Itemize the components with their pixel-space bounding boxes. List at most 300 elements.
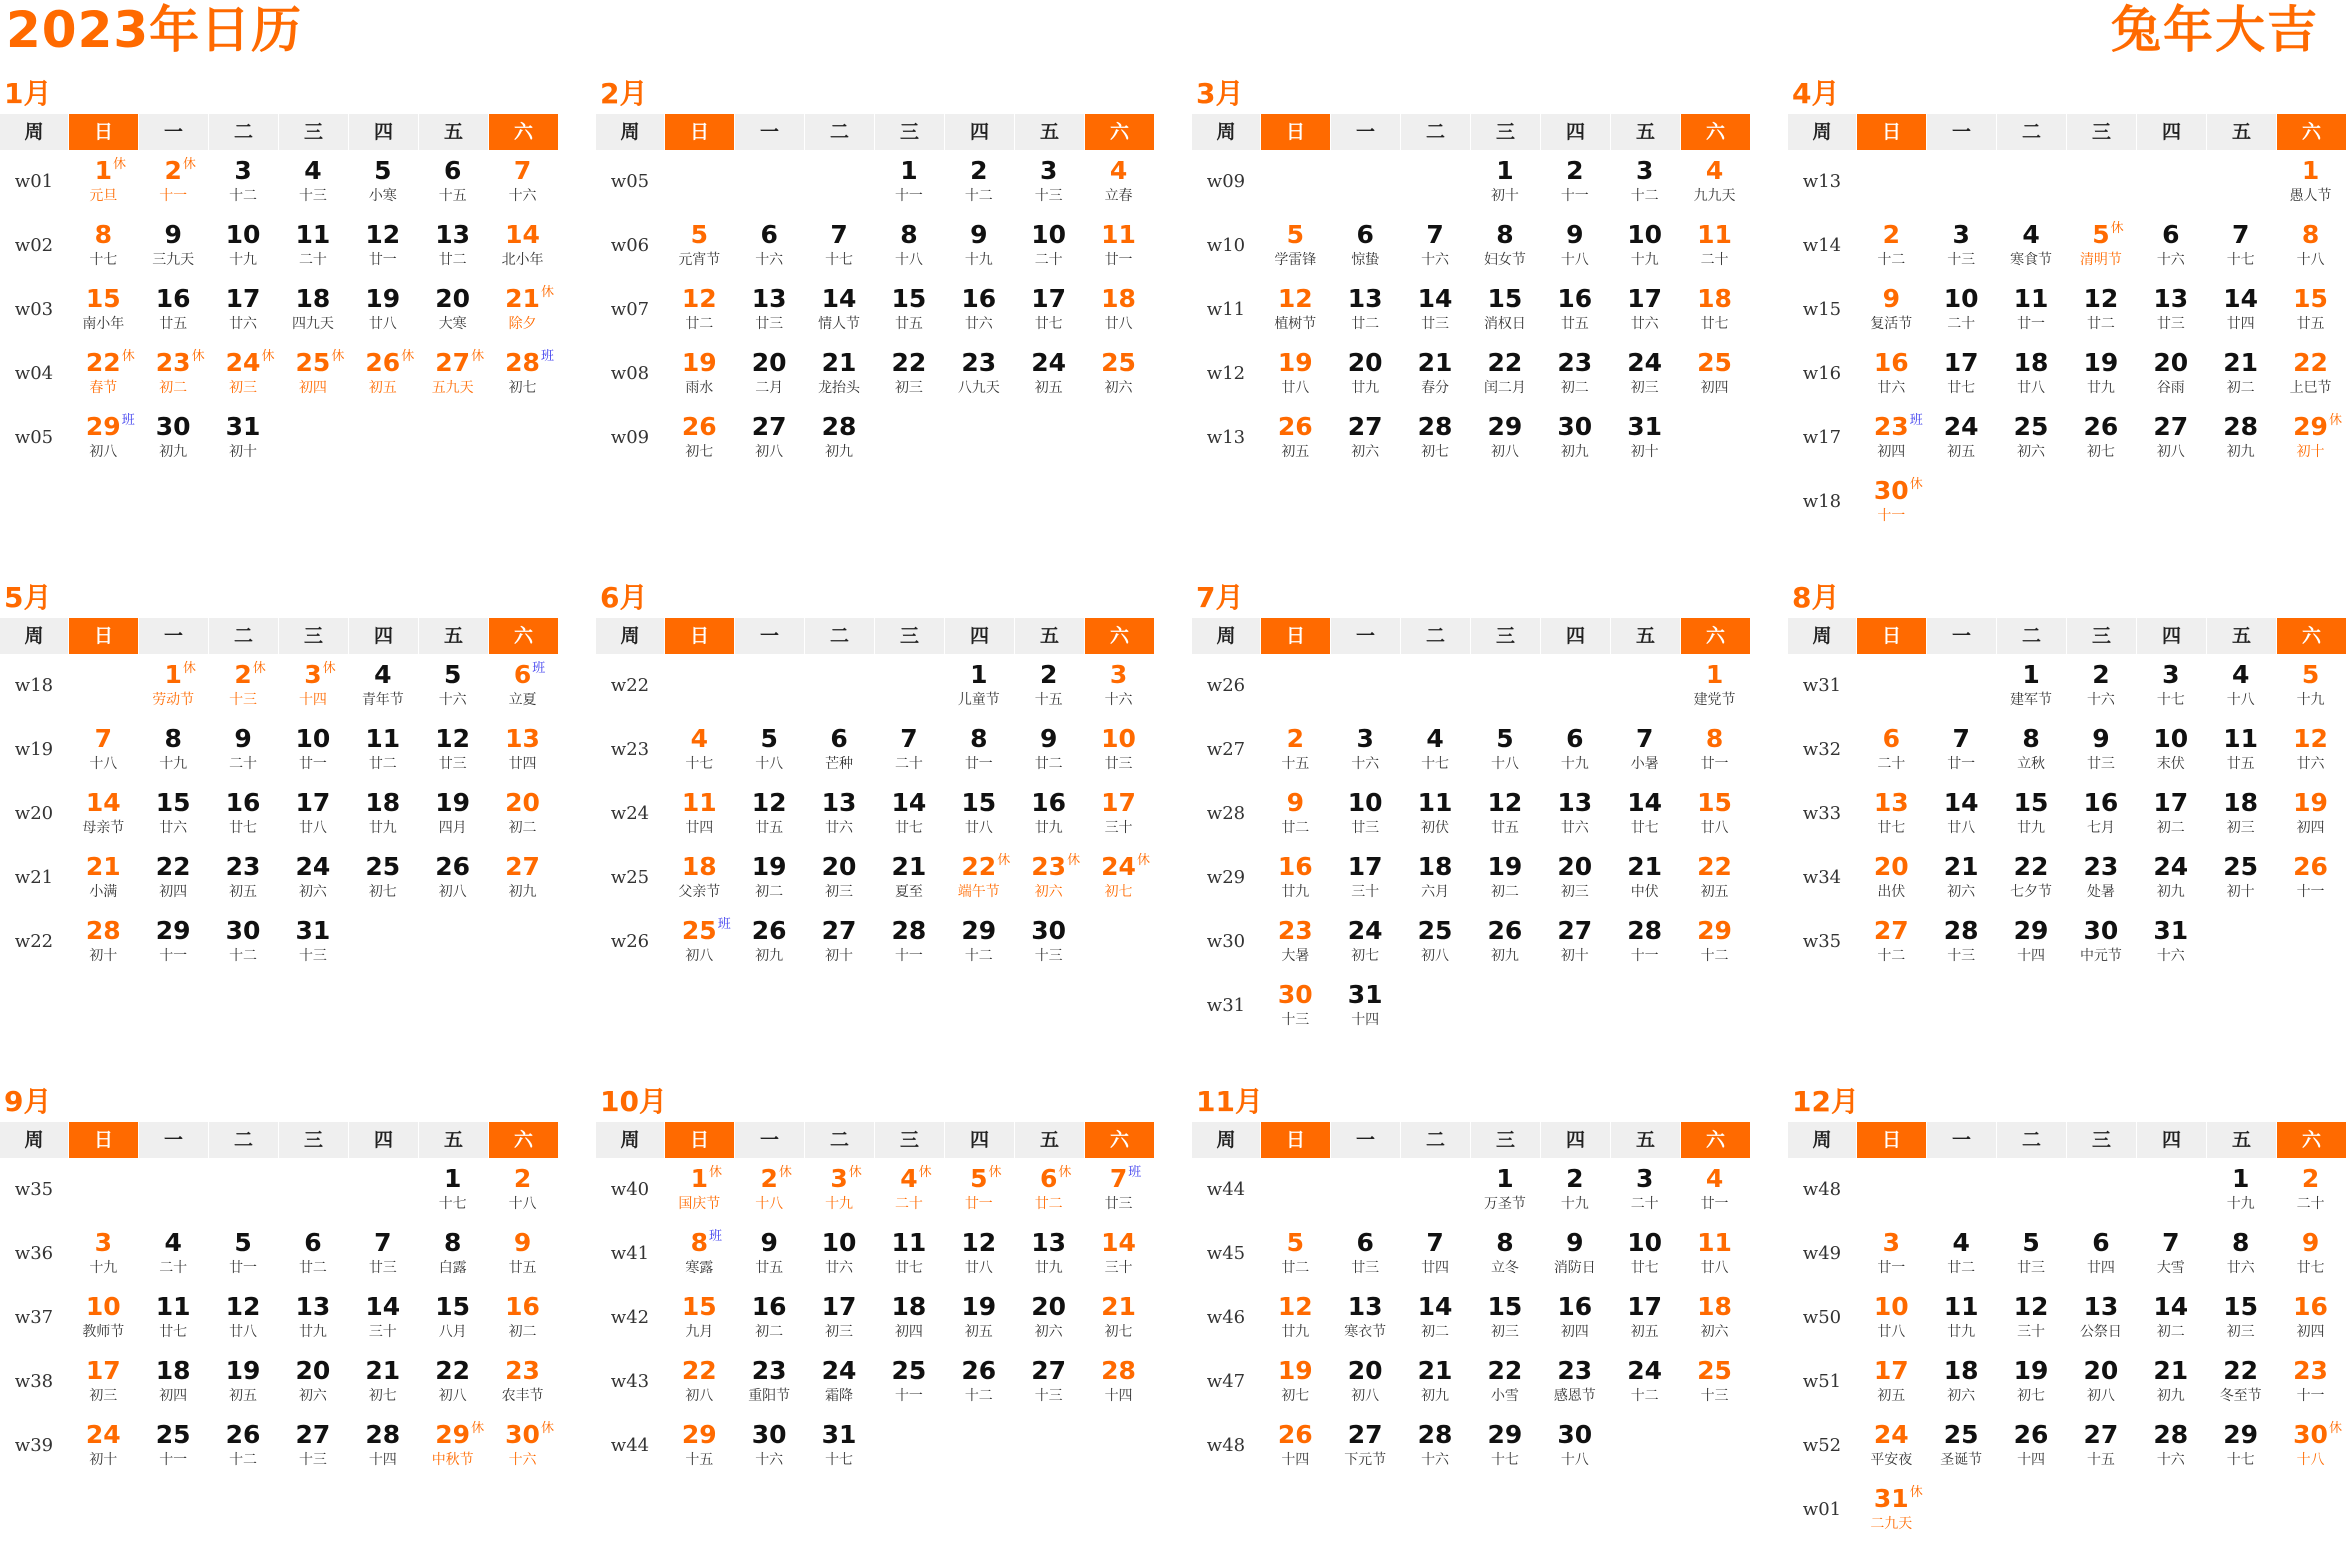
day-cell[interactable] <box>279 782 348 846</box>
day-cell[interactable] <box>279 278 348 342</box>
day-cell[interactable] <box>805 342 874 406</box>
day-cell[interactable] <box>1261 342 1330 406</box>
day-cell[interactable] <box>1680 910 1749 974</box>
day-cell[interactable] <box>875 150 944 214</box>
day-cell[interactable] <box>1261 1222 1330 1286</box>
day-cell[interactable] <box>1261 1286 1330 1350</box>
day-cell[interactable] <box>69 1350 138 1414</box>
day-cell[interactable] <box>665 1414 734 1478</box>
day-cell[interactable] <box>348 846 417 910</box>
day-cell[interactable] <box>1331 718 1400 782</box>
day-cell[interactable] <box>1084 654 1153 718</box>
day-cell[interactable] <box>1540 910 1609 974</box>
day-cell[interactable] <box>735 214 804 278</box>
day-cell[interactable] <box>1997 1350 2066 1414</box>
day-cell[interactable] <box>1401 846 1470 910</box>
day-cell[interactable] <box>1331 782 1400 846</box>
day-cell[interactable] <box>2067 846 2136 910</box>
day-cell[interactable] <box>488 654 557 718</box>
day-cell[interactable] <box>1084 342 1153 406</box>
day-cell[interactable] <box>348 1222 417 1286</box>
day-cell[interactable] <box>279 910 348 974</box>
day-cell[interactable] <box>2136 1222 2205 1286</box>
day-cell[interactable] <box>1014 1222 1083 1286</box>
day-cell[interactable] <box>209 1286 278 1350</box>
day-cell[interactable] <box>488 718 557 782</box>
day-cell[interactable] <box>2206 718 2275 782</box>
day-cell[interactable] <box>279 1222 348 1286</box>
day-cell[interactable] <box>2067 718 2136 782</box>
day-cell[interactable] <box>1401 910 1470 974</box>
day-cell[interactable] <box>1927 214 1996 278</box>
day-cell[interactable] <box>805 1222 874 1286</box>
day-cell[interactable] <box>1014 654 1083 718</box>
day-cell[interactable] <box>69 846 138 910</box>
day-cell[interactable] <box>418 718 487 782</box>
day-cell[interactable] <box>1261 718 1330 782</box>
day-cell[interactable] <box>2067 910 2136 974</box>
day-cell[interactable] <box>1014 278 1083 342</box>
day-cell[interactable] <box>1471 1222 1540 1286</box>
day-cell[interactable] <box>2206 342 2275 406</box>
day-cell[interactable] <box>875 1286 944 1350</box>
day-cell[interactable] <box>665 278 734 342</box>
day-cell[interactable] <box>944 278 1013 342</box>
day-cell[interactable] <box>805 1414 874 1478</box>
day-cell[interactable] <box>279 342 348 406</box>
day-cell[interactable] <box>805 1350 874 1414</box>
day-cell[interactable] <box>665 1222 734 1286</box>
day-cell[interactable] <box>488 782 557 846</box>
day-cell[interactable] <box>944 214 1013 278</box>
day-cell[interactable] <box>1084 1286 1153 1350</box>
day-cell[interactable] <box>1997 782 2066 846</box>
day-cell[interactable] <box>735 1414 804 1478</box>
day-cell[interactable] <box>1610 278 1679 342</box>
day-cell[interactable] <box>1540 342 1609 406</box>
day-cell[interactable] <box>1014 1158 1083 1222</box>
day-cell[interactable] <box>2067 1350 2136 1414</box>
day-cell[interactable] <box>488 1414 557 1478</box>
day-cell[interactable] <box>1680 1222 1749 1286</box>
day-cell[interactable] <box>665 214 734 278</box>
day-cell[interactable] <box>1997 278 2066 342</box>
day-cell[interactable] <box>2136 1414 2205 1478</box>
day-cell[interactable] <box>1927 1414 1996 1478</box>
day-cell[interactable] <box>944 1158 1013 1222</box>
day-cell[interactable] <box>2136 214 2205 278</box>
day-cell[interactable] <box>1680 278 1749 342</box>
day-cell[interactable] <box>1401 278 1470 342</box>
day-cell[interactable] <box>139 342 208 406</box>
day-cell[interactable] <box>488 1350 557 1414</box>
day-cell[interactable] <box>2136 846 2205 910</box>
day-cell[interactable] <box>1014 150 1083 214</box>
day-cell[interactable] <box>1471 342 1540 406</box>
day-cell[interactable] <box>1014 342 1083 406</box>
day-cell[interactable] <box>1997 910 2066 974</box>
day-cell[interactable] <box>944 1350 1013 1414</box>
day-cell[interactable] <box>2206 214 2275 278</box>
day-cell[interactable] <box>1471 150 1540 214</box>
day-cell[interactable] <box>139 910 208 974</box>
day-cell[interactable] <box>488 1158 557 1222</box>
day-cell[interactable] <box>944 654 1013 718</box>
day-cell[interactable] <box>875 718 944 782</box>
day-cell[interactable] <box>1540 1350 1609 1414</box>
day-cell[interactable] <box>418 214 487 278</box>
day-cell[interactable] <box>2206 1286 2275 1350</box>
day-cell[interactable] <box>139 654 208 718</box>
day-cell[interactable] <box>1680 654 1749 718</box>
day-cell[interactable] <box>279 654 348 718</box>
day-cell[interactable] <box>209 654 278 718</box>
day-cell[interactable] <box>348 1414 417 1478</box>
day-cell[interactable] <box>209 342 278 406</box>
day-cell[interactable] <box>1401 214 1470 278</box>
day-cell[interactable] <box>735 846 804 910</box>
day-cell[interactable] <box>1014 1286 1083 1350</box>
day-cell[interactable] <box>805 910 874 974</box>
day-cell[interactable] <box>2067 782 2136 846</box>
day-cell[interactable] <box>69 342 138 406</box>
day-cell[interactable] <box>348 278 417 342</box>
day-cell[interactable] <box>2276 782 2345 846</box>
day-cell[interactable] <box>2136 1350 2205 1414</box>
day-cell[interactable] <box>665 910 734 974</box>
day-cell[interactable] <box>1680 1350 1749 1414</box>
day-cell[interactable] <box>1261 406 1330 470</box>
day-cell[interactable] <box>665 1158 734 1222</box>
day-cell[interactable] <box>1927 1350 1996 1414</box>
day-cell[interactable] <box>1857 1478 1926 1542</box>
day-cell[interactable] <box>139 1222 208 1286</box>
day-cell[interactable] <box>2276 1286 2345 1350</box>
day-cell[interactable] <box>209 278 278 342</box>
day-cell[interactable] <box>2136 782 2205 846</box>
day-cell[interactable] <box>2276 1350 2345 1414</box>
day-cell[interactable] <box>1857 782 1926 846</box>
day-cell[interactable] <box>209 1222 278 1286</box>
day-cell[interactable] <box>1014 910 1083 974</box>
day-cell[interactable] <box>488 846 557 910</box>
day-cell[interactable] <box>139 1350 208 1414</box>
day-cell[interactable] <box>1014 718 1083 782</box>
day-cell[interactable] <box>805 406 874 470</box>
day-cell[interactable] <box>1927 782 1996 846</box>
day-cell[interactable] <box>418 342 487 406</box>
day-cell[interactable] <box>418 278 487 342</box>
day-cell[interactable] <box>1471 214 1540 278</box>
day-cell[interactable] <box>1084 150 1153 214</box>
day-cell[interactable] <box>1997 654 2066 718</box>
day-cell[interactable] <box>2206 1222 2275 1286</box>
day-cell[interactable] <box>279 846 348 910</box>
day-cell[interactable] <box>1471 1286 1540 1350</box>
day-cell[interactable] <box>1331 342 1400 406</box>
day-cell[interactable] <box>139 718 208 782</box>
day-cell[interactable] <box>805 278 874 342</box>
day-cell[interactable] <box>1401 718 1470 782</box>
day-cell[interactable] <box>139 278 208 342</box>
day-cell[interactable] <box>735 782 804 846</box>
day-cell[interactable] <box>2276 214 2345 278</box>
day-cell[interactable] <box>1401 406 1470 470</box>
day-cell[interactable] <box>209 150 278 214</box>
day-cell[interactable] <box>279 1350 348 1414</box>
day-cell[interactable] <box>209 1350 278 1414</box>
day-cell[interactable] <box>665 1350 734 1414</box>
day-cell[interactable] <box>488 278 557 342</box>
day-cell[interactable] <box>1261 1414 1330 1478</box>
day-cell[interactable] <box>139 406 208 470</box>
day-cell[interactable] <box>418 1158 487 1222</box>
day-cell[interactable] <box>1857 910 1926 974</box>
day-cell[interactable] <box>2136 342 2205 406</box>
day-cell[interactable] <box>1261 910 1330 974</box>
day-cell[interactable] <box>944 342 1013 406</box>
day-cell[interactable] <box>2276 654 2345 718</box>
day-cell[interactable] <box>1610 1286 1679 1350</box>
day-cell[interactable] <box>2136 278 2205 342</box>
day-cell[interactable] <box>805 846 874 910</box>
day-cell[interactable] <box>1927 846 1996 910</box>
day-cell[interactable] <box>2206 782 2275 846</box>
day-cell[interactable] <box>209 1414 278 1478</box>
day-cell[interactable] <box>348 1286 417 1350</box>
day-cell[interactable] <box>1084 718 1153 782</box>
day-cell[interactable] <box>2067 1222 2136 1286</box>
day-cell[interactable] <box>209 846 278 910</box>
day-cell[interactable] <box>209 214 278 278</box>
day-cell[interactable] <box>209 718 278 782</box>
day-cell[interactable] <box>1331 1222 1400 1286</box>
day-cell[interactable] <box>1610 1158 1679 1222</box>
day-cell[interactable] <box>2067 1414 2136 1478</box>
day-cell[interactable] <box>348 214 417 278</box>
day-cell[interactable] <box>1997 1414 2066 1478</box>
day-cell[interactable] <box>2276 278 2345 342</box>
day-cell[interactable] <box>1540 1158 1609 1222</box>
day-cell[interactable] <box>69 910 138 974</box>
day-cell[interactable] <box>348 718 417 782</box>
day-cell[interactable] <box>875 214 944 278</box>
day-cell[interactable] <box>1680 342 1749 406</box>
day-cell[interactable] <box>488 342 557 406</box>
day-cell[interactable] <box>1610 1350 1679 1414</box>
day-cell[interactable] <box>1540 406 1609 470</box>
day-cell[interactable] <box>2276 718 2345 782</box>
day-cell[interactable] <box>418 846 487 910</box>
day-cell[interactable] <box>805 718 874 782</box>
day-cell[interactable] <box>665 782 734 846</box>
day-cell[interactable] <box>2206 406 2275 470</box>
day-cell[interactable] <box>1927 1222 1996 1286</box>
day-cell[interactable] <box>665 342 734 406</box>
day-cell[interactable] <box>1997 846 2066 910</box>
day-cell[interactable] <box>1680 782 1749 846</box>
day-cell[interactable] <box>1401 782 1470 846</box>
day-cell[interactable] <box>875 910 944 974</box>
day-cell[interactable] <box>735 1286 804 1350</box>
day-cell[interactable] <box>1540 1222 1609 1286</box>
day-cell[interactable] <box>735 406 804 470</box>
day-cell[interactable] <box>2276 846 2345 910</box>
day-cell[interactable] <box>2067 1286 2136 1350</box>
day-cell[interactable] <box>1927 718 1996 782</box>
day-cell[interactable] <box>2067 342 2136 406</box>
day-cell[interactable] <box>2206 846 2275 910</box>
day-cell[interactable] <box>1927 910 1996 974</box>
day-cell[interactable] <box>1997 1286 2066 1350</box>
day-cell[interactable] <box>279 718 348 782</box>
day-cell[interactable] <box>1471 406 1540 470</box>
day-cell[interactable] <box>1610 910 1679 974</box>
day-cell[interactable] <box>1857 846 1926 910</box>
day-cell[interactable] <box>348 782 417 846</box>
day-cell[interactable] <box>735 1222 804 1286</box>
day-cell[interactable] <box>944 718 1013 782</box>
day-cell[interactable] <box>1997 718 2066 782</box>
day-cell[interactable] <box>418 654 487 718</box>
day-cell[interactable] <box>1014 846 1083 910</box>
day-cell[interactable] <box>1331 214 1400 278</box>
day-cell[interactable] <box>1997 342 2066 406</box>
day-cell[interactable] <box>1680 1286 1749 1350</box>
day-cell[interactable] <box>875 278 944 342</box>
day-cell[interactable] <box>139 150 208 214</box>
day-cell[interactable] <box>2067 214 2136 278</box>
day-cell[interactable] <box>735 342 804 406</box>
day-cell[interactable] <box>2136 654 2205 718</box>
day-cell[interactable] <box>1401 1350 1470 1414</box>
day-cell[interactable] <box>1540 1414 1609 1478</box>
day-cell[interactable] <box>1857 278 1926 342</box>
day-cell[interactable] <box>665 718 734 782</box>
day-cell[interactable] <box>1084 278 1153 342</box>
day-cell[interactable] <box>1331 1350 1400 1414</box>
day-cell[interactable] <box>2276 1414 2345 1478</box>
day-cell[interactable] <box>2067 278 2136 342</box>
day-cell[interactable] <box>875 342 944 406</box>
day-cell[interactable] <box>1680 846 1749 910</box>
day-cell[interactable] <box>418 1222 487 1286</box>
day-cell[interactable] <box>1997 1222 2066 1286</box>
day-cell[interactable] <box>1084 214 1153 278</box>
day-cell[interactable] <box>348 654 417 718</box>
day-cell[interactable] <box>1540 1286 1609 1350</box>
day-cell[interactable] <box>1084 1158 1153 1222</box>
day-cell[interactable] <box>1471 718 1540 782</box>
day-cell[interactable] <box>944 782 1013 846</box>
day-cell[interactable] <box>1927 406 1996 470</box>
day-cell[interactable] <box>2206 654 2275 718</box>
day-cell[interactable] <box>2276 150 2345 214</box>
day-cell[interactable] <box>1471 278 1540 342</box>
day-cell[interactable] <box>875 782 944 846</box>
day-cell[interactable] <box>2206 278 2275 342</box>
day-cell[interactable] <box>69 718 138 782</box>
day-cell[interactable] <box>1471 1414 1540 1478</box>
day-cell[interactable] <box>735 1158 804 1222</box>
day-cell[interactable] <box>139 1414 208 1478</box>
day-cell[interactable] <box>1471 910 1540 974</box>
day-cell[interactable] <box>1401 1286 1470 1350</box>
day-cell[interactable] <box>1680 718 1749 782</box>
day-cell[interactable] <box>944 150 1013 214</box>
day-cell[interactable] <box>1014 782 1083 846</box>
day-cell[interactable] <box>69 782 138 846</box>
day-cell[interactable] <box>1401 1222 1470 1286</box>
day-cell[interactable] <box>139 782 208 846</box>
day-cell[interactable] <box>2276 1158 2345 1222</box>
day-cell[interactable] <box>1857 1350 1926 1414</box>
day-cell[interactable] <box>1610 150 1679 214</box>
day-cell[interactable] <box>1857 470 1926 534</box>
day-cell[interactable] <box>805 1286 874 1350</box>
day-cell[interactable] <box>944 1222 1013 1286</box>
day-cell[interactable] <box>279 150 348 214</box>
day-cell[interactable] <box>1610 342 1679 406</box>
day-cell[interactable] <box>2136 406 2205 470</box>
day-cell[interactable] <box>2206 1350 2275 1414</box>
day-cell[interactable] <box>1471 1158 1540 1222</box>
day-cell[interactable] <box>69 214 138 278</box>
day-cell[interactable] <box>805 1158 874 1222</box>
day-cell[interactable] <box>944 910 1013 974</box>
day-cell[interactable] <box>1997 214 2066 278</box>
day-cell[interactable] <box>2206 1158 2275 1222</box>
day-cell[interactable] <box>1540 214 1609 278</box>
day-cell[interactable] <box>875 1222 944 1286</box>
day-cell[interactable] <box>1261 846 1330 910</box>
day-cell[interactable] <box>279 1286 348 1350</box>
day-cell[interactable] <box>209 910 278 974</box>
day-cell[interactable] <box>665 846 734 910</box>
day-cell[interactable] <box>1084 782 1153 846</box>
day-cell[interactable] <box>1540 150 1609 214</box>
day-cell[interactable] <box>348 342 417 406</box>
day-cell[interactable] <box>1471 846 1540 910</box>
day-cell[interactable] <box>69 406 138 470</box>
day-cell[interactable] <box>139 214 208 278</box>
day-cell[interactable] <box>875 1158 944 1222</box>
day-cell[interactable] <box>1927 1286 1996 1350</box>
day-cell[interactable] <box>944 1286 1013 1350</box>
day-cell[interactable] <box>1857 1414 1926 1478</box>
day-cell[interactable] <box>488 214 557 278</box>
day-cell[interactable] <box>2276 1222 2345 1286</box>
day-cell[interactable] <box>1857 342 1926 406</box>
day-cell[interactable] <box>69 278 138 342</box>
day-cell[interactable] <box>1610 1222 1679 1286</box>
day-cell[interactable] <box>1331 1286 1400 1350</box>
day-cell[interactable] <box>2067 406 2136 470</box>
day-cell[interactable] <box>1997 406 2066 470</box>
day-cell[interactable] <box>69 1414 138 1478</box>
day-cell[interactable] <box>69 1222 138 1286</box>
day-cell[interactable] <box>1680 214 1749 278</box>
day-cell[interactable] <box>805 214 874 278</box>
day-cell[interactable] <box>735 278 804 342</box>
day-cell[interactable] <box>2136 718 2205 782</box>
day-cell[interactable] <box>209 406 278 470</box>
day-cell[interactable] <box>735 718 804 782</box>
day-cell[interactable] <box>1680 150 1749 214</box>
day-cell[interactable] <box>1084 1222 1153 1286</box>
day-cell[interactable] <box>279 214 348 278</box>
day-cell[interactable] <box>1261 974 1330 1038</box>
